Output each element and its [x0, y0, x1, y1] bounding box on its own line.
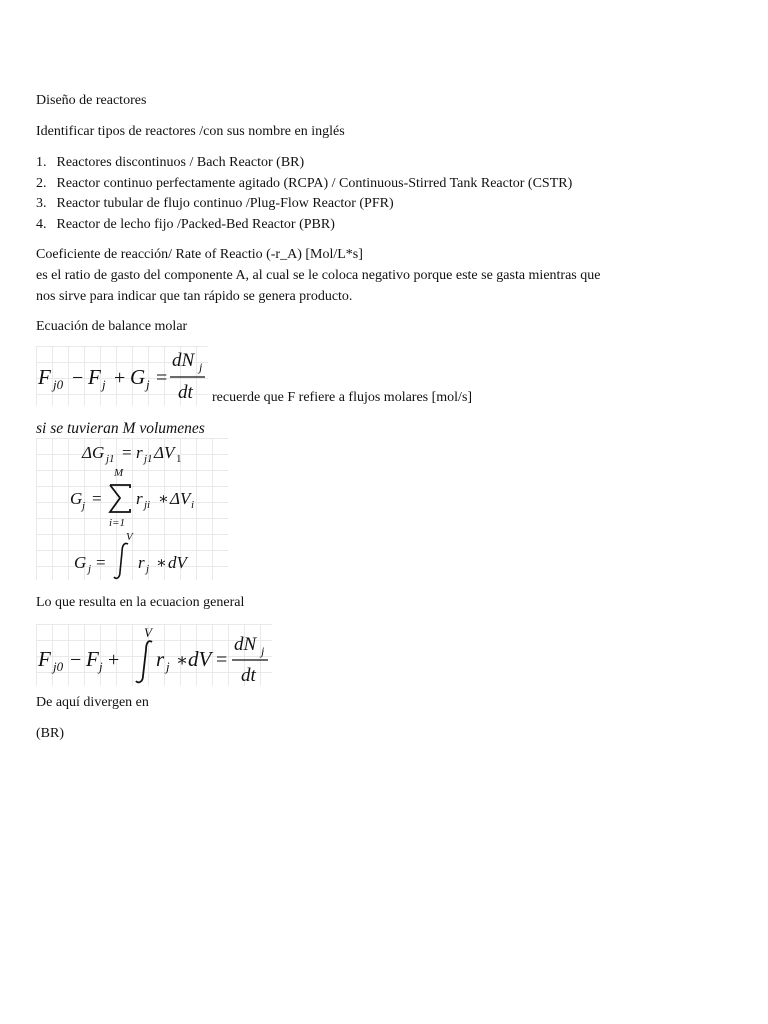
eq-symbol: dV [168, 553, 187, 572]
diverge-text: De aquí divergen en [36, 695, 149, 710]
rate-description-line: es el ratio de gasto del componente A, al cual se le coloca negativo porque este se gasta mientras que [36, 268, 601, 283]
eq-subscript: j1 [106, 453, 115, 465]
br-label: (BR) [36, 726, 64, 741]
list-text: Reactor continuo perfectamente agitado (RCPA) / Continuous-Stirred Tank Reactor (CSTR) [56, 175, 573, 191]
eq-denominator: dt [241, 665, 256, 686]
rate-description-line: nos sirve para indicar que tan rápido se genera producto. [36, 289, 353, 304]
list-item [36, 194, 572, 215]
list-item [36, 215, 572, 236]
eq-upper-limit: V [126, 531, 133, 543]
general-equation [36, 624, 272, 686]
rate-heading: Coeficiente de reacción/ Rate of Reactio (-r_A) [Mol/L*s] [36, 247, 363, 262]
eq-operator: + [114, 367, 126, 389]
eq-symbol: G [70, 489, 83, 508]
volumes-heading: si se tuvieran M volumenes [36, 420, 205, 437]
eq-subscript: j [102, 377, 106, 392]
list-item [36, 153, 572, 174]
eq-subscript: j [261, 644, 265, 658]
eq-operator: = [216, 649, 228, 671]
eq-symbol: dV [188, 647, 212, 671]
eq-subscript: j [199, 360, 203, 374]
eq-denominator: dt [178, 382, 193, 403]
eq-subscript: j [99, 659, 103, 674]
eq-subscript: 1 [176, 453, 182, 465]
list-number: 3. [36, 196, 47, 211]
eq-subscript: ji [144, 499, 151, 511]
eq-symbol: ΔV [154, 443, 175, 462]
eq-numerator: dN [172, 350, 195, 371]
eq-subscript: j0 [53, 377, 64, 392]
eq-symbol: G [74, 553, 87, 572]
document-title: Diseño de reactores [36, 93, 147, 108]
eq-subscript: j [88, 563, 92, 575]
eq-symbol: r [156, 647, 165, 671]
eq-lower-limit: i=1 [109, 517, 125, 529]
eq-operator: + [108, 649, 120, 671]
eq-symbol: F [38, 647, 51, 671]
eq-subscript: j1 [144, 453, 153, 465]
eq-symbol: F [86, 647, 99, 671]
eq-subscript: j [82, 500, 86, 512]
volume-equations [36, 438, 228, 580]
general-heading: Lo que resulta en la ecuacion general [36, 595, 245, 610]
eq-subscript: j [146, 563, 150, 575]
eq-operator: − [72, 367, 84, 389]
eq-upper-limit: V [144, 625, 152, 640]
eq-operator: − [70, 649, 82, 671]
list-text: Reactor tubular de flujo continuo /Plug-Flow Reactor (PFR) [56, 196, 394, 211]
eq-subscript: i [191, 499, 195, 511]
eq-symbol: ΔG [82, 443, 105, 462]
list-text: Reactores discontinuos / Bach Reactor (BR) [56, 155, 305, 170]
balance-note: recuerde que F refiere a flujos molares [mol/s] [212, 390, 473, 405]
eq-operator: = [96, 553, 106, 572]
eq-operator: = [92, 489, 102, 508]
eq-operator: ∗ [176, 650, 189, 670]
list-text: Reactor de lecho fijo /Packed-Bed Reactor (PBR) [56, 216, 335, 232]
eq-symbol: F [38, 365, 51, 389]
eq-symbol: G [130, 365, 146, 389]
sigma-icon [110, 485, 130, 512]
reactor-list [36, 153, 572, 235]
eq-symbol: r [136, 443, 143, 462]
eq-operator: = [122, 443, 132, 462]
balance-heading: Ecuación de balance molar [36, 319, 188, 334]
eq-subscript: j [146, 377, 150, 392]
eq-subscript: j0 [53, 659, 64, 674]
list-number: 1. [36, 155, 47, 170]
eq-numerator: dN [234, 634, 257, 655]
eq-upper-limit: M [114, 467, 124, 479]
eq-symbol: r [136, 489, 143, 508]
integral-icon [136, 641, 152, 682]
list-number: 4. [36, 216, 47, 232]
eq-subscript: j [166, 659, 170, 674]
eq-operator: ∗ [158, 491, 169, 508]
eq-symbol: F [88, 365, 101, 389]
eq-symbol: ΔV [170, 489, 191, 508]
list-item [36, 174, 572, 195]
integral-icon [114, 543, 128, 578]
list-number: 2. [36, 175, 47, 191]
eq-symbol: r [138, 553, 145, 572]
mole-balance-equation [36, 346, 208, 406]
eq-operator: = [156, 367, 168, 389]
eq-operator: ∗ [156, 555, 167, 572]
section-subtitle: Identificar tipos de reactores /con sus nombre en inglés [36, 124, 345, 139]
